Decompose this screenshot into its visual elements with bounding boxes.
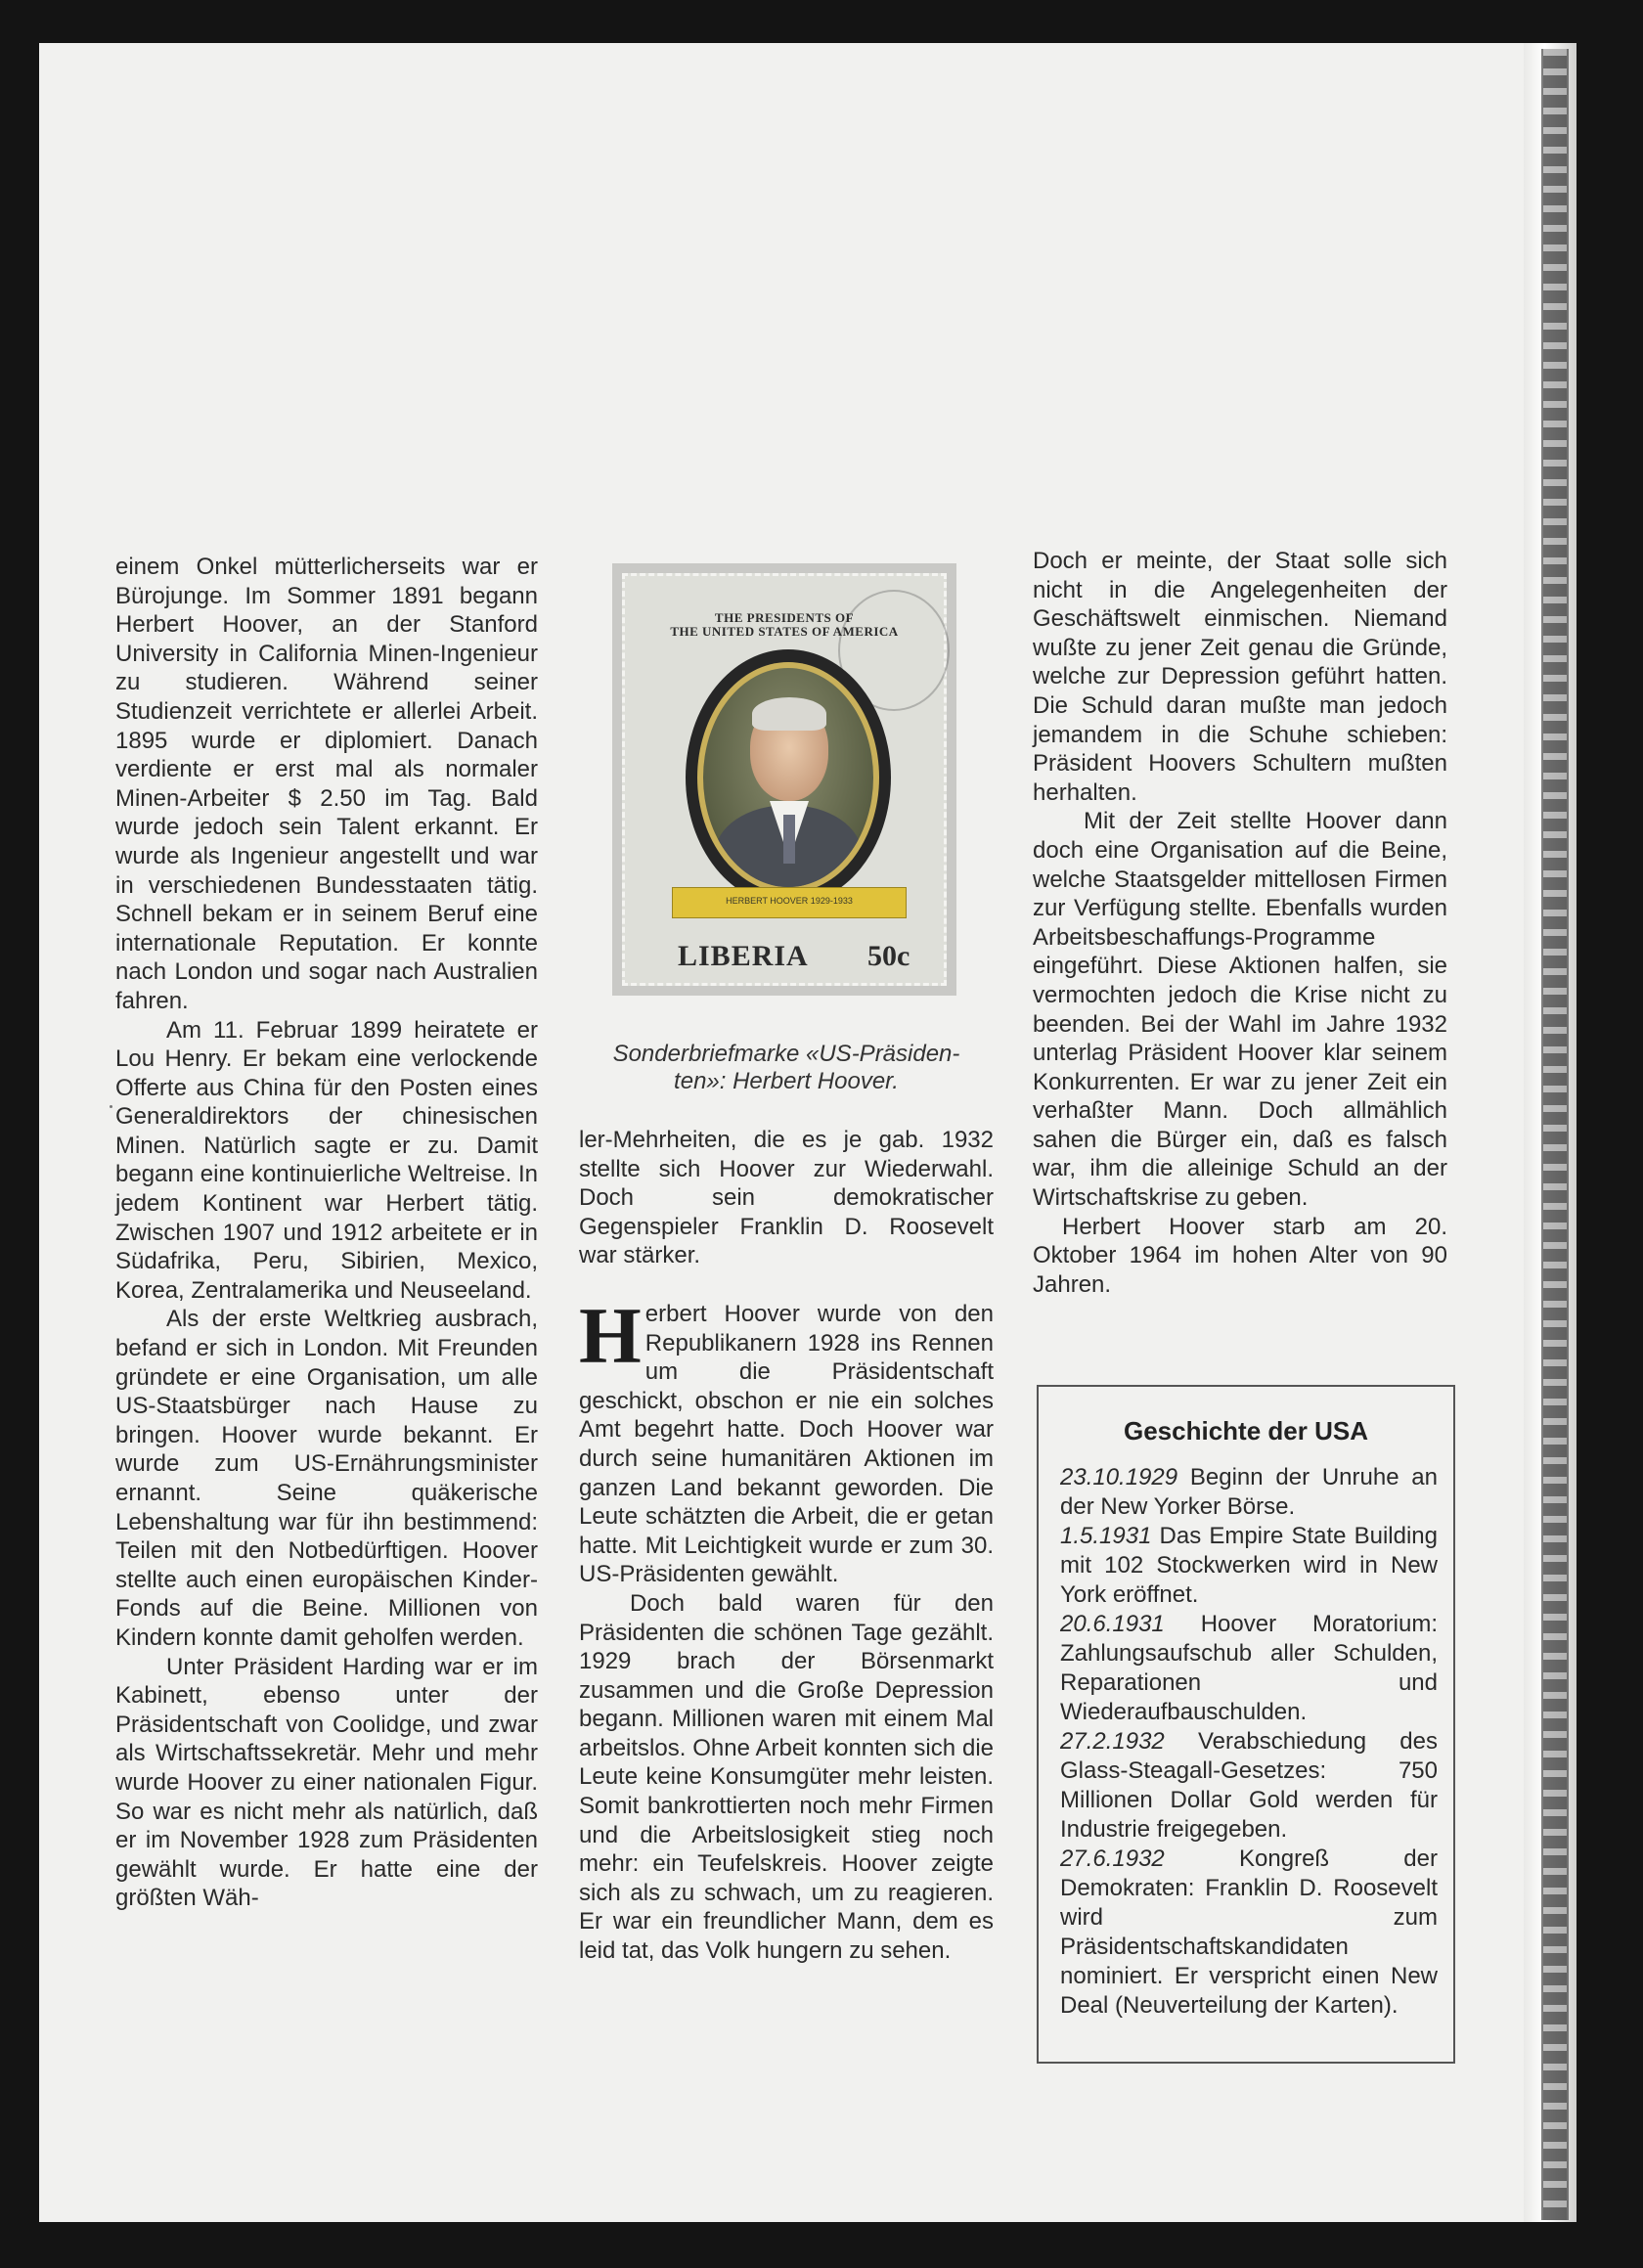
- entry-text: Beginn der Unruhe an der New Yorker Börse.: [1060, 1464, 1438, 1520]
- stamp-header: [625, 611, 944, 639]
- history-entry: [1060, 1522, 1438, 1610]
- entry-text: Verabschiedung des Glass-Steagall-Gesetzes: 750 Millionen Dollar Gold werden für Industrie freigegeben.: [1060, 1728, 1438, 1843]
- entry-text: Hoover Moratorium: Zahlungsaufschub aller Schulden, Reparationen und Wiederaufbauschulden.: [1060, 1611, 1438, 1725]
- history-sidebar-box: [1037, 1385, 1455, 2064]
- paragraph-text: erbert Hoover wurde von den Republikanern 1928 ins Rennen um die Präsidentschaft geschickt, obschon er nie ein solches Amt begehrt hatte. Doch Hoover war durch seine humanitären Aktionen im ganzen Land bekannt geworden. Die Leute schätzten die Arbeit, die er getan hatte. Mit Leichtigkeit wurde er zum 30. US-Präsidenten gewählt.: [579, 1300, 994, 1588]
- paragraph: Doch er meinte, der Staat solle sich nicht in die Angelegenheiten der Geschäftswelt einmischen. Niemand wußte zu jener Zeit genau die Gründe, welche zur Depression geführt hatten. Die Schuld daran mußte man jedoch jemandem in die Schuhe schieben: Präsident Hoovers Schultern mußten herhalten.: [1033, 548, 1447, 806]
- entry-date: 27.6.1932: [1060, 1846, 1165, 1872]
- entry-text: Kongreß der Demokraten: Franklin D. Roosevelt wird zum Präsidentschaftskandidaten nominiert. Er verspricht einen New Deal (Neuverteilung der Karten).: [1060, 1846, 1438, 2019]
- history-entry: [1060, 1845, 1438, 2021]
- history-entry: [1060, 1463, 1438, 1522]
- entry-text: Das Empire State Building mit 102 Stockwerken wird in New York eröffnet.: [1060, 1523, 1438, 1608]
- stamp-mount: [612, 563, 956, 996]
- paragraph: Unter Präsident Harding war er im Kabinett, ebenso unter der Präsidentschaft von Coolidge, und zwar als Wirtschaftssekretär. Mehr und mehr wurde Hoover zu einer nationalen Figur. So war es nicht mehr als natürlich, daß er im November 1928 zum Präsidenten gewählt wurde. Er hatte eine der größten Wäh-: [115, 1653, 538, 1912]
- caption-line: ten»: Herbert Hoover.: [674, 1068, 899, 1094]
- paragraph: Als der erste Weltkrieg ausbrach, befand er sich in London. Mit Freunden gründete er eine Organisation, um alle US-Staatsbürger nach Hause zu bringen. Hoover wurde bekannt. Er wurde zum US-Ernährungsminister ernannt. Seine quäkerische Lebenshaltung war für ihn bestimmend: Teilen mit den Notbedürftigen. Hoover stellte auch einen europäischen Kinder-Fonds auf die Beine. Millionen von Kindern konnte damit geholfen werden.: [115, 1306, 538, 1651]
- text-column-right: [1033, 547, 1447, 1299]
- stamp-value: 50c: [867, 940, 910, 972]
- text-column-left: [115, 553, 538, 1913]
- portrait-hair: [752, 697, 826, 731]
- paragraph: Am 11. Februar 1899 heiratete er Lou Henry. Er bekam eine verlockende Offerte aus China für den Posten eines Generaldirektors der chinesischen Minen. Natürlich sagte er zu. Damit begann eine kontinuierliche Weltreise. In jedem Kontinent war Herbert tätig. Zwischen 1907 und 1912 arbeitete er in Südafrika, Peru, Sibirien, Mexico, Korea, Zentralamerika und Neuseeland.: [115, 1016, 538, 1304]
- stamp-ribbon: [672, 887, 907, 918]
- history-entry: [1060, 1610, 1438, 1727]
- caption-line: Sonderbriefmarke «US-Präsiden-: [612, 1041, 960, 1067]
- sidebar-body: [1060, 1463, 1438, 2021]
- entry-date: 23.10.1929: [1060, 1464, 1178, 1490]
- stamp-header-line: THE PRESIDENTS OF: [714, 610, 855, 625]
- history-entry: [1060, 1727, 1438, 1845]
- binder-strip: [1541, 49, 1569, 2220]
- paragraph-with-dropcap: [579, 1290, 994, 1589]
- paragraph: Mit der Zeit stellte Hoover dann doch eine Organisation auf die Beine, welche Staatsgelder mittellosen Firmen zur Verfügung stellte. Ebenfalls wurden Arbeitsbeschaffungs-Programme eingeführt. Diese Aktionen halfen, sie vermochten jedoch die Krise nicht zu beenden. Bei der Wahl im Jahre 1932 unterlag Präsident Hoover klar seinem Konkurrenten. Er war zu jener Zeit ein verhaßter Mann. Doch allmählich sahen die Bürger ein, daß es falsch war, ihm die alleinige Schuld an der Wirtschaftskrise zu geben.: [1033, 808, 1447, 1212]
- paragraph: einem Onkel mütterlicherseits war er Bürojunge. Im Sommer 1891 begann Herbert Hoover, an der Stanford University in California Minen-Ingenieur zu studieren. Während seiner Studienzeit verrichtete er allerlei Arbeit. 1895 wurde er diplomiert. Danach verdiente er erst mal als normaler Minen-Arbeiter $ 2.50 im Tag. Bald wurde jedoch sein Talent erkannt. Er wurde als Ingenieur angestellt und war in verschiedenen Bundesstaaten tätig. Schnell bekam er in seinem Beruf eine internationale Reputation. Er konnte nach London und sogar nach Australien fahren.: [115, 554, 538, 1014]
- portrait-tie: [783, 815, 795, 864]
- paragraph: Herbert Hoover starb am 20. Oktober 1964 im hohen Alter von 90 Jahren.: [1033, 1213, 1447, 1298]
- entry-date: 20.6.1931: [1060, 1611, 1165, 1637]
- page-speck: [110, 1105, 112, 1108]
- text-column-middle: [579, 1126, 994, 1966]
- stamp-ribbon-text: HERBERT HOOVER 1929-1933: [726, 896, 853, 906]
- paragraph: Doch bald waren für den Präsidenten die schönen Tage gezählt. 1929 brach der Börsenmarkt zusammen und die Große Depression begann. Millionen waren mit einem Mal arbeitslos. Ohne Arbeit konnten sich die Leute keine Konsumgüter mehr leisten. Somit bankrottierten noch mehr Firmen und die Arbeitslosigkeit stieg noch mehr: ein Teufelskreis. Hoover zeigte sich als zu schwach, um zu reagieren. Er war ein freundlicher Mann, dem es leid tat, das Volk hungern zu sehen.: [579, 1589, 994, 1965]
- portrait-image: [703, 668, 873, 887]
- stamp-caption: [579, 1041, 994, 1095]
- stamp-header-line: THE UNITED STATES OF AMERICA: [670, 624, 899, 639]
- sidebar-title: Geschichte der USA: [1124, 1416, 1368, 1445]
- entry-date: 27.2.1932: [1060, 1728, 1165, 1755]
- paragraph: ler-Mehrheiten, die es je gab. 1932 stellte sich Hoover zur Wiederwahl. Doch sein demokratischer Gegenspieler Franklin D. Roosevelt war stärker.: [579, 1127, 994, 1269]
- dropcap: H: [579, 1290, 642, 1380]
- entry-date: 1.5.1931: [1060, 1523, 1152, 1549]
- stamp-country: LIBERIA: [678, 940, 809, 972]
- postage-stamp: [622, 573, 947, 986]
